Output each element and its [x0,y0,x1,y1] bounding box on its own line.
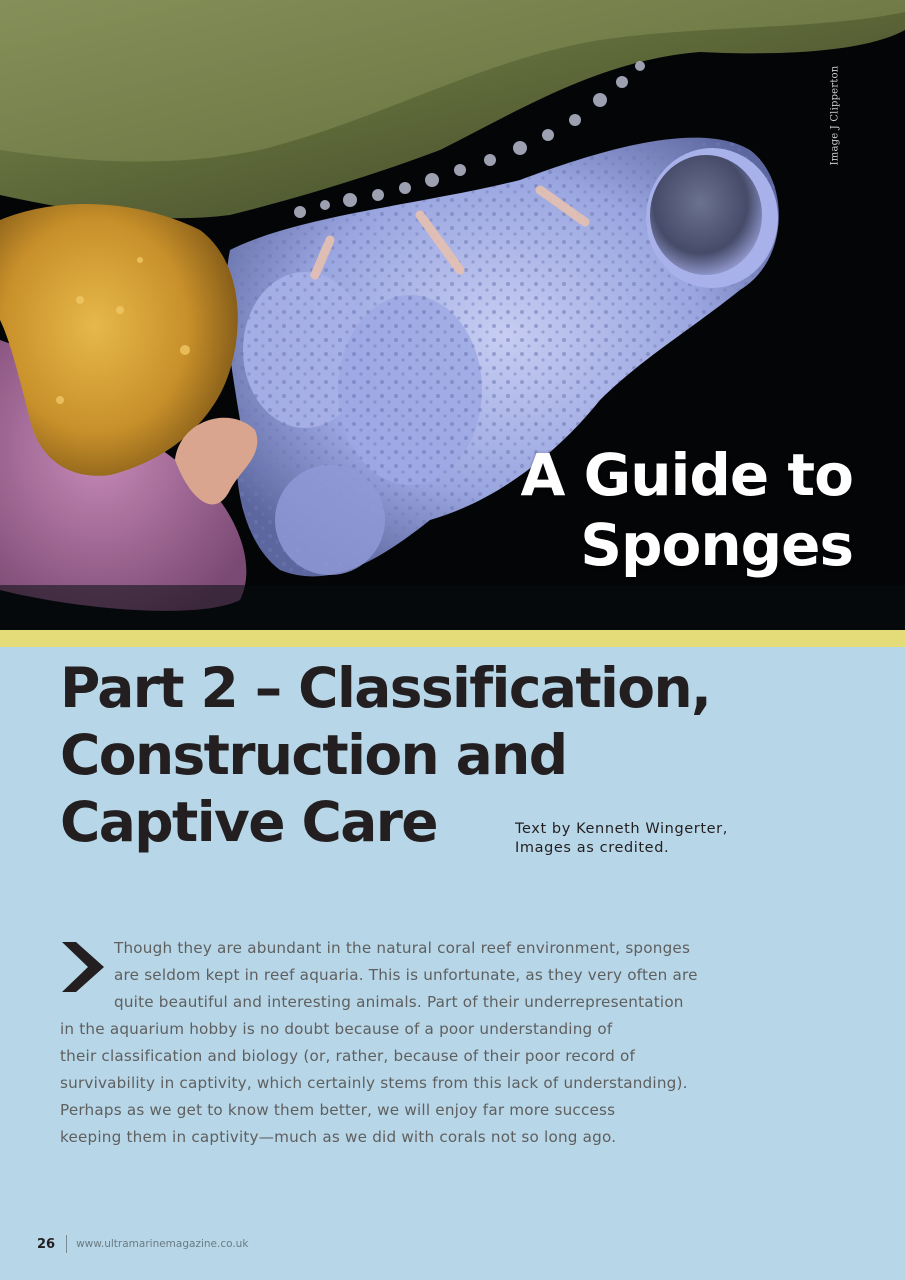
byline-line: Images as credited. [515,840,670,856]
article-title [521,440,853,580]
website-link[interactable]: www.ultramarinemagazine.co.uk [76,1238,249,1250]
byline-line: Text by Kenneth Wingerter, [515,821,728,837]
intro-paragraph [60,935,790,1151]
image-credit: Image J Clipperton [829,65,841,166]
article-subtitle-line: Part 2 – Classification, [60,656,711,720]
intro-line: are seldom kept in reef aquaria. This is unfortunate, as they very often are [114,966,698,984]
article-subtitle-line: Construction and [60,723,567,787]
intro-line: survivability in captivity, which certainly stems from this lack of understanding). [60,1074,688,1092]
article-title-line: Sponges [580,511,853,579]
intro-line: Perhaps as we get to know them better, we will enjoy far more success [60,1101,616,1119]
intro-line: Though they are abundant in the natural coral reef environment, sponges [114,939,691,957]
page-number: 26 [37,1236,56,1252]
divider-stripe [0,630,905,647]
intro-line: their classification and biology (or, rather, because of their poor record of [60,1047,636,1065]
intro-line: quite beautiful and interesting animals. Part of their underrepresentation [114,993,684,1011]
intro-line: in the aquarium hobby is no doubt because of a poor understanding of [60,1020,613,1038]
article-title-line: A Guide to [520,441,853,509]
intro-line: keeping them in captivity—much as we did with corals not so long ago. [60,1128,617,1146]
hero-photo [0,0,905,630]
page-footer [37,1234,248,1254]
author-byline [515,820,728,858]
article-subtitle-line: Captive Care [60,790,437,854]
footer-divider [66,1235,67,1253]
